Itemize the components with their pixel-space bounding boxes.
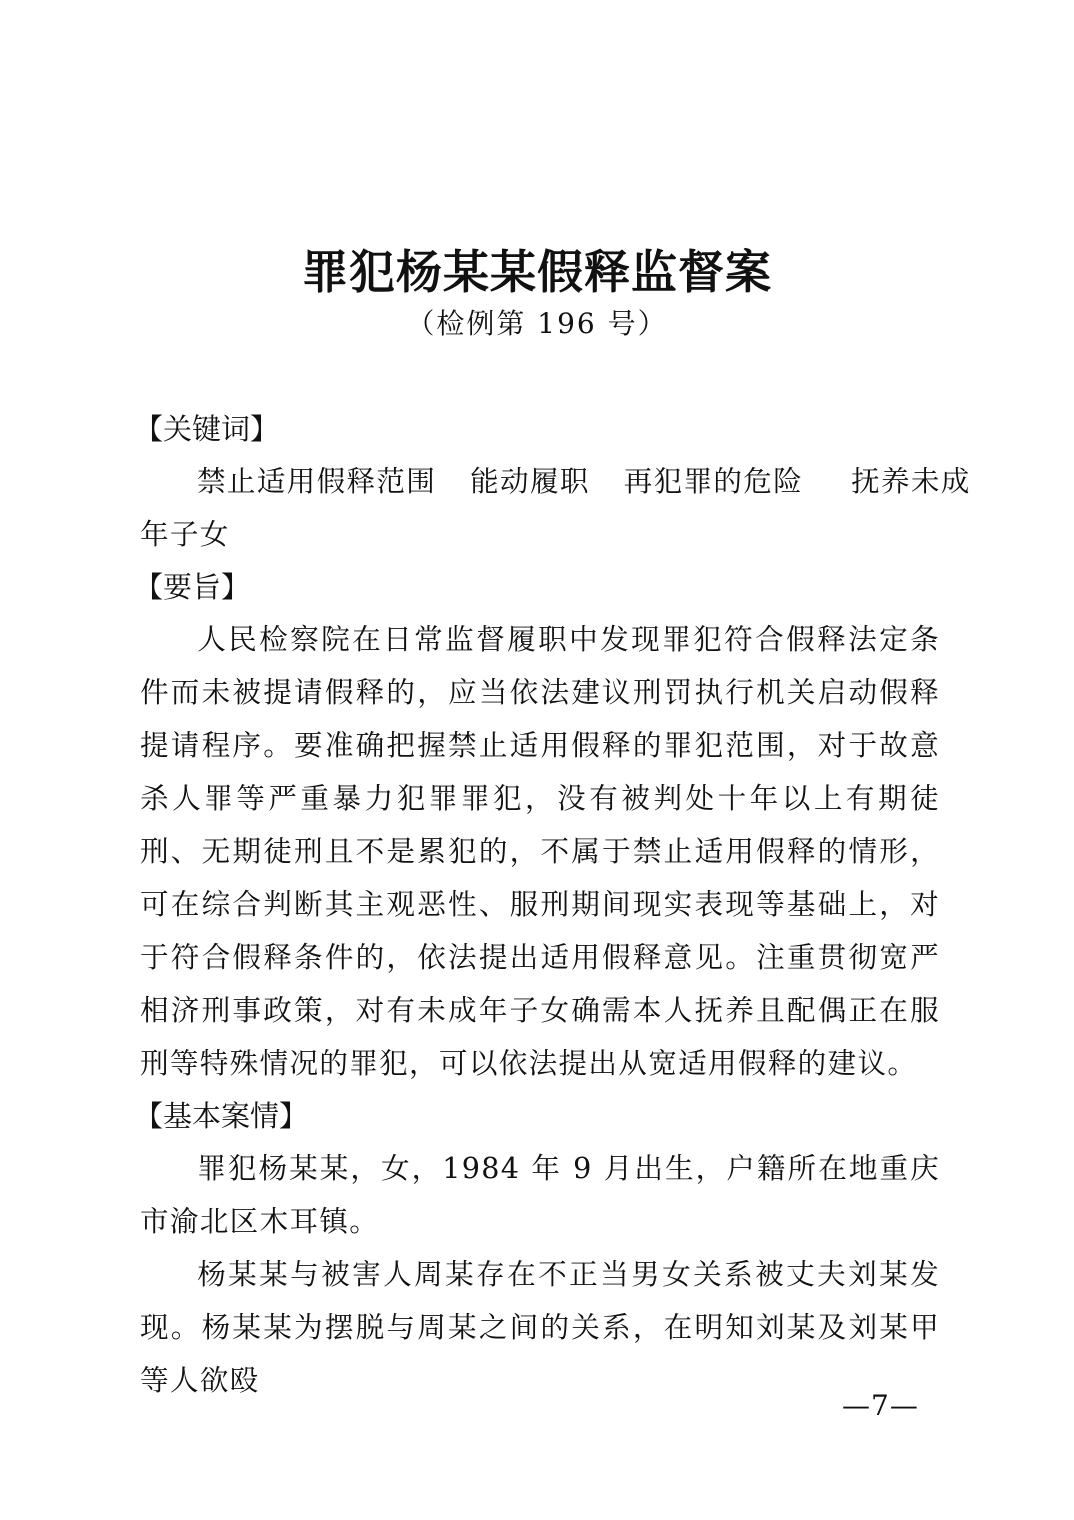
page-number: —7— bbox=[842, 1389, 919, 1422]
keyword-item: 禁止适用假释范围 bbox=[197, 464, 437, 498]
basic-facts-paragraph: 杨某某与被害人周某存在不正当男女关系被丈夫刘某发现。杨某某为摆脱与周某之间的关系，在明知刘某及刘某甲等人欲殴 bbox=[140, 1257, 940, 1397]
case-number-subtitle: （检例第 196 号） bbox=[406, 307, 668, 340]
keywords-list bbox=[140, 455, 971, 508]
basic-facts-paragraph: 罪犯杨某某，女，1984 年 9 月出生，户籍所在地重庆市渝北区木耳镇。 bbox=[140, 1151, 940, 1238]
document-body bbox=[134, 403, 971, 1407]
basic-facts-heading: 【基本案情】 bbox=[134, 1099, 309, 1133]
keyword-continuation: 年子女 bbox=[140, 517, 230, 551]
gist-heading: 【要旨】 bbox=[134, 570, 251, 604]
gist-paragraph: 人民检察院在日常监督履职中发现罪犯符合假释法定条件而未被提请假释的，应当依法建议刑罚执行机关启动假释提请程序。要准确把握禁止适用假释的罪犯范围，对于故意杀人罪等严重暴力犯罪罪犯，没有被判处十年以上有期徒刑、无期徒刑且不是累犯的，不属于禁止适用假释的情形，可在综合判断其主观恶性、服刑期间现实表现等基础上，对于符合假释条件的，依法提出适用假释意见。注重贯彻宽严相济刑事政策，对有未成年子女确需本人抚养且配偶正在服刑等特殊情况的罪犯，可以依法提出从宽适用假释的建议。 bbox=[140, 622, 940, 1080]
keyword-item: 抚养未成 bbox=[851, 464, 971, 498]
keyword-item: 再犯罪的危险 bbox=[623, 464, 804, 498]
keyword-item: 能动履职 bbox=[470, 464, 590, 498]
document-title: 罪犯杨某某假释监督案 bbox=[302, 245, 772, 299]
keywords-heading: 【关键词】 bbox=[134, 412, 280, 446]
